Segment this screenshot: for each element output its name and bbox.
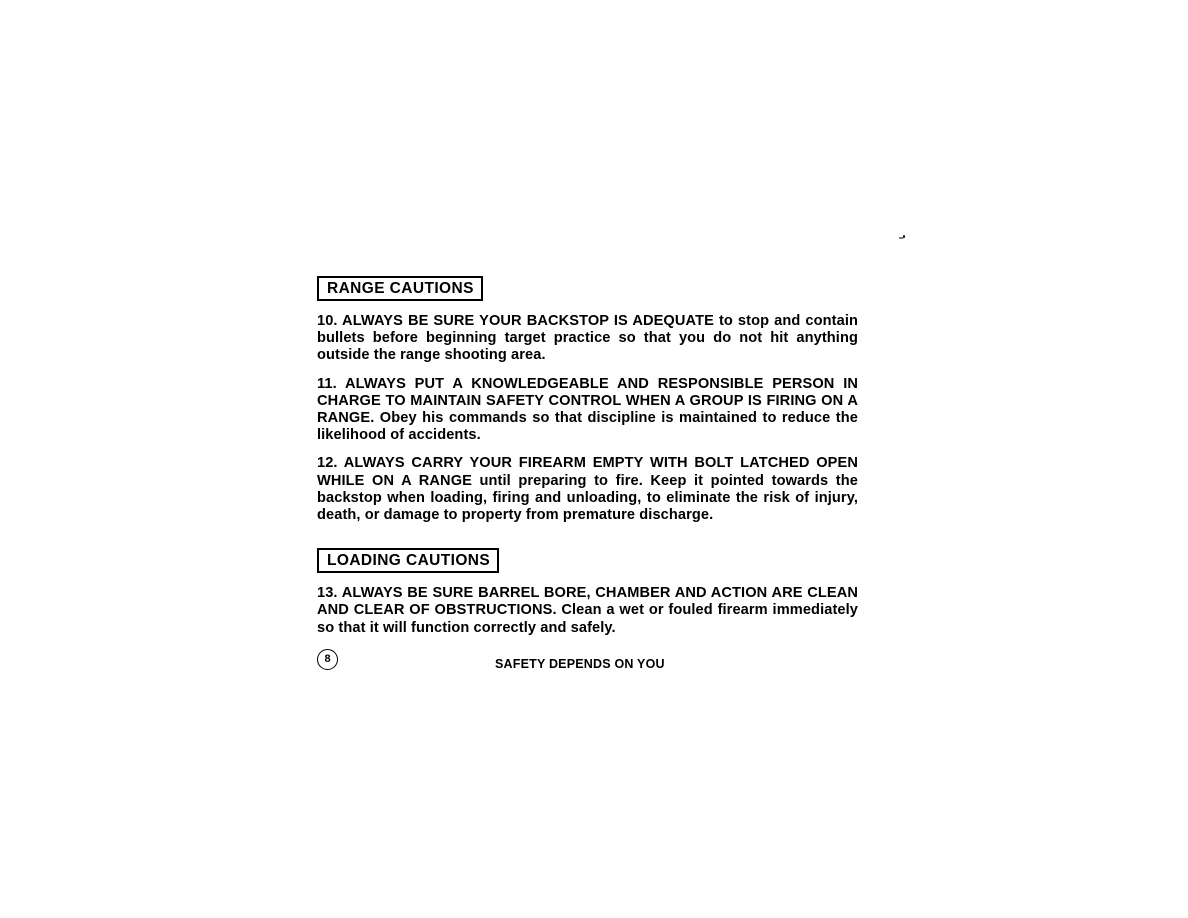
caution-text: until preparing to fire. Keep it pointed towards the backstop when loading, firing and unloading, to eliminate the risk of injury, death, or damage to property from premature discharge. — [317, 472, 858, 524]
caution-paragraph-12 — [317, 455, 858, 524]
page-content — [317, 276, 858, 648]
caution-text: Clean a wet or fouled firearm immediately so that it will function correctly and safely. — [317, 602, 858, 636]
page-footer — [317, 649, 858, 673]
page-number-badge: 8 — [317, 649, 338, 670]
scan-speck — [899, 235, 905, 239]
caution-paragraph-11 — [317, 376, 858, 445]
section-heading-loading-cautions: LOADING CAUTIONS — [317, 548, 499, 573]
caution-lead: 12. ALWAYS CARRY YOUR FIREARM EMPTY WITH BOLT LATCHED OPEN WHILE ON A RANGE — [317, 455, 858, 489]
caution-lead: 10. ALWAYS BE SURE YOUR BACKSTOP IS ADEQUATE — [317, 313, 714, 329]
section-heading-range-cautions: RANGE CAUTIONS — [317, 276, 483, 301]
caution-lead: 11. ALWAYS PUT A KNOWLEDGEABLE AND RESPONSIBLE PERSON IN CHARGE TO MAINTAIN SAFETY CONTROL WHEN A GROUP IS FIRING ON A RANGE. — [317, 375, 859, 427]
caution-lead: 13. ALWAYS BE SURE BARREL BORE, CHAMBER AND ACTION ARE CLEAN AND CLEAR OF OBSTRUCTIONS. — [317, 585, 858, 619]
caution-text: Obey his commands so that discipline is maintained to reduce the likelihood of accidents. — [317, 410, 858, 444]
caution-paragraph-13 — [317, 585, 858, 637]
caution-paragraph-10 — [317, 313, 858, 365]
footer-slogan: SAFETY DEPENDS ON YOU — [495, 657, 665, 671]
caution-text: to stop and contain bullets before beginning target practice so that you do not hit anything outside the range shooting area. — [317, 313, 858, 364]
